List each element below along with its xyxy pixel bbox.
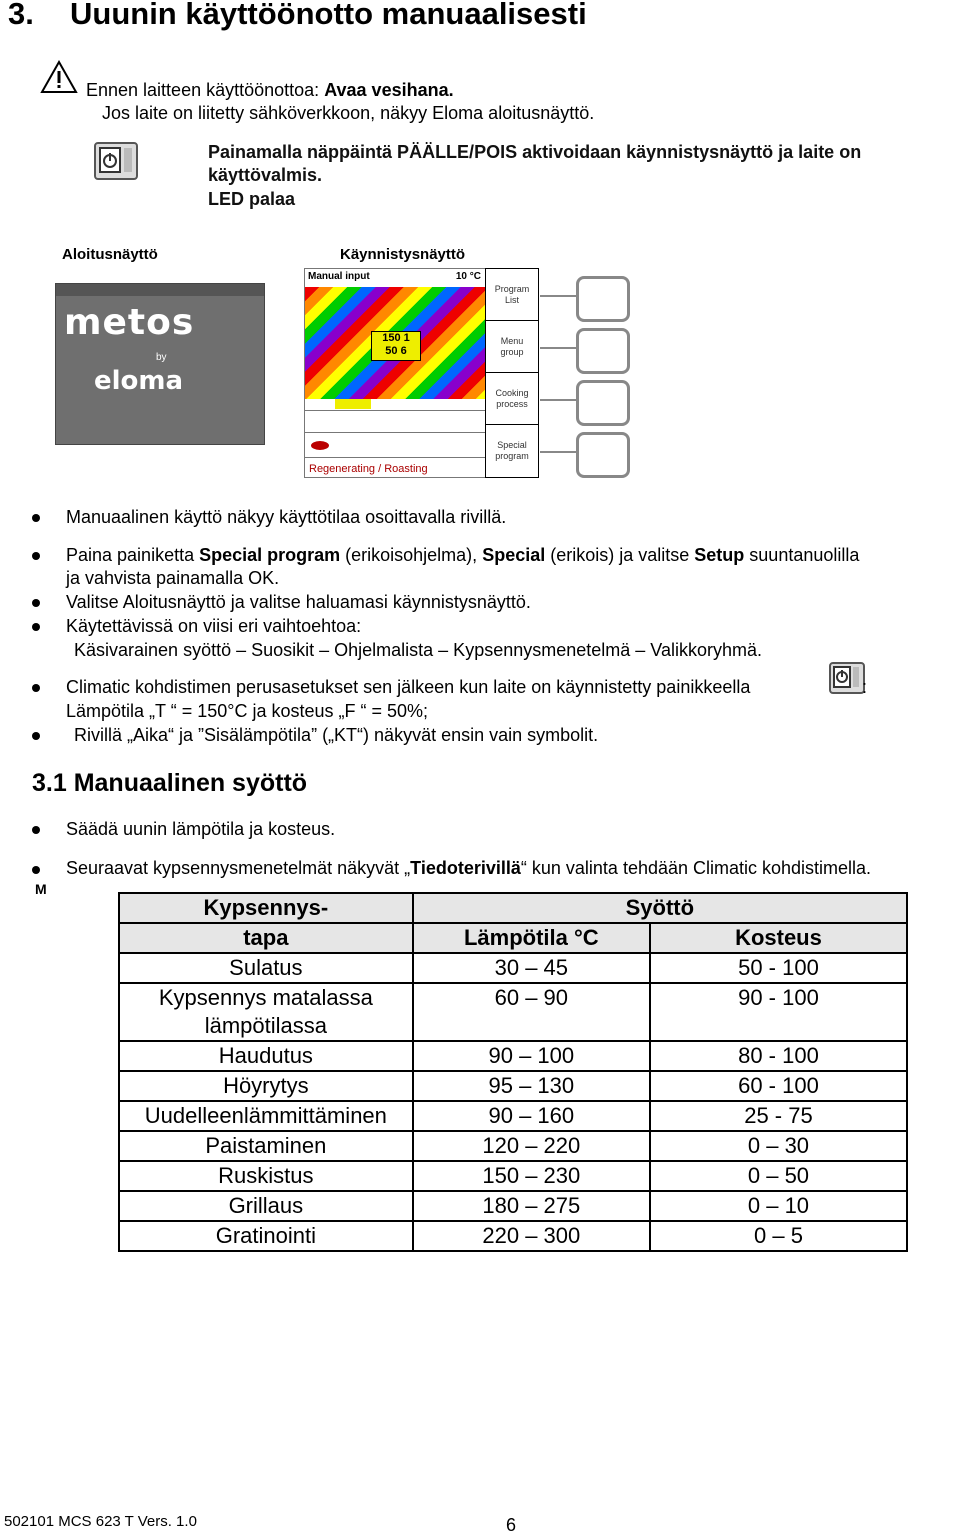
power-note-line-1: Painamalla näppäintä PÄÄLLE/POIS aktivoidaan käynnistysnäyttö ja laite on [208,142,862,162]
warning-line-1 [86,79,454,102]
temp-cell: 180 – 275 [413,1191,650,1221]
table-row [119,983,907,1041]
row-divider [305,457,485,458]
t-bold: Setup [694,545,745,565]
table-row [119,1071,907,1101]
humidity-cell: 90 - 100 [650,983,907,1041]
bullet-dot [32,826,40,834]
page-title [8,0,587,32]
btn-line: Program [494,284,530,294]
t-bold: Special program [199,545,341,565]
temp-cell: 60 – 90 [413,983,650,1041]
bullet-dot [32,514,40,522]
main-screen-temp: 10 °C [455,271,481,282]
t: suuntanuolilla [744,545,860,565]
humidity-cell: 0 – 5 [650,1221,907,1251]
t: Seuraavat kypsennysmenetelmät näkyvät „ [66,858,411,878]
warning-line-2: Jos laite on liitetty sähköverkkoon, näkyy Eloma aloitusnäyttö. [102,103,595,123]
humidity-cell: 0 – 50 [650,1161,907,1191]
table-row [119,953,907,983]
method-cell: Ruskistus [119,1161,413,1191]
btn-line: program [495,451,529,461]
table-row [119,1191,907,1221]
core-probe-icon [311,441,329,450]
btn-line: Special [497,440,527,450]
bullet-text-2-cont: ja vahvista painamalla OK. [66,568,280,588]
table-row [119,1131,907,1161]
readout-line-1: 150 1 [382,332,410,344]
eloma-logo: eloma [94,366,184,396]
cooking-methods-table [118,892,908,1252]
page-number: 6 [506,1515,517,1535]
table-header-row [119,893,907,923]
row-divider [305,410,485,411]
metos-logo: metos [64,302,195,343]
warning-prefix: Ennen laitteen käyttöönottoa: [86,80,325,100]
main-screen-label: Käynnistysnäyttö [340,246,466,263]
method-cell: Höyrytys [119,1071,413,1101]
method-cell: Paistaminen [119,1131,413,1161]
temp-cell: 150 – 230 [413,1161,650,1191]
setpoint-readout [371,331,421,361]
bullet-text-3: Valitse Aloitusnäyttö ja valitse haluamasi käynnistysnäyttö. [66,592,531,612]
hardware-key-4[interactable] [576,432,630,478]
temp-cell: 95 – 130 [413,1071,650,1101]
bullet-dot [32,623,40,631]
key-lead [540,295,578,297]
t: (erikois) ja valitse [545,545,695,565]
cooking-process-label [495,388,528,410]
start-screen-label: Aloitusnäyttö [62,246,158,263]
hardware-key-3[interactable] [576,380,630,426]
bullet-dot [32,599,40,607]
warning-bold: Avaa vesihana. [324,80,454,100]
temp-cell: 90 – 160 [413,1101,650,1131]
footer-doc-id: 502101 MCS 623 T Vers. 1.0 [4,1513,197,1530]
table-row [119,1161,907,1191]
main-screen-title: Manual input [308,271,370,282]
t-bold: Tiedoterivillä [410,858,521,878]
bullet-text-5-cont: Lämpötila „T “ = 150°C ja kosteus „F “ = 50%; [66,701,429,721]
readout-line-2: 50 6 [385,345,407,357]
special-program-label [495,440,529,462]
bullet-text-4-cont: Käsivarainen syöttö – Suosikit – Ohjelmalista – Kypsennysmenetelmä – Valikkoryhmä. [74,640,762,660]
temp-cell: 220 – 300 [413,1221,650,1251]
table-row [119,1041,907,1071]
t: “ kun valinta tehdään Climatic kohdistimella. [520,858,872,878]
section-bullet-2 [66,857,871,880]
menu-group-label [500,336,523,358]
temp-cell: 30 – 45 [413,953,650,983]
bullet-text-5: Climatic kohdistimen perusasetukset sen jälkeen kun laite on käynnistetty painikkeella [66,677,751,697]
power-key-icon-inline [829,662,865,694]
humidity-cell: 0 – 30 [650,1131,907,1161]
method-cell: Haudutus [119,1041,413,1071]
hardware-key-2[interactable] [576,328,630,374]
humidity-cell: 80 - 100 [650,1041,907,1071]
section-heading-3-1: 3.1 Manuaalinen syöttö [32,769,308,797]
t: (erikoisohjelma), [340,545,483,565]
btn-line: Cooking [495,388,529,398]
bullet-text-4: Käytettävissä on viisi eri vaihtoehtoa: [66,616,362,636]
humidity-cell: 0 – 10 [650,1191,907,1221]
humidity-cell: 60 - 100 [650,1071,907,1101]
start-screen-topbar [56,284,264,296]
btn-line: List [504,295,519,305]
key-lead [540,347,578,349]
key-lead [540,399,578,401]
method-header-1: Kypsennys- [119,893,413,923]
table-row [119,1221,907,1251]
bullet-dot [32,684,40,692]
table-row [119,1101,907,1131]
bullet-dot [32,732,40,740]
start-screen-image [55,283,265,445]
section-number: 3. [8,0,34,31]
info-line: Regenerating / Roasting [309,463,428,475]
temp-cell: 120 – 220 [413,1131,650,1161]
key-lead [540,451,578,453]
logo-by: by [156,352,167,363]
table-header-row [119,923,907,953]
temperature-header: Lämpötila °C [413,923,650,953]
margin-mark: M [35,881,47,897]
bullet-text-6: Rivillä „Aika“ ja ”Sisälämpötila” („KT“) näkyvät ensin vain symbolit. [74,725,599,745]
btn-line: Menu [500,336,524,346]
bullet-dot [32,866,40,874]
method-header-2: tapa [119,923,413,953]
btn-line: group [500,347,524,357]
section-title: Uuunin käyttöönotto manuaalisesti [70,0,587,31]
special-program-button[interactable] [485,424,539,478]
cooking-process-button[interactable] [485,372,539,426]
btn-line: process [496,399,528,409]
method-cell: Sulatus [119,953,413,983]
bullet-text-5-colon: : [862,677,868,697]
menu-group-button[interactable] [485,320,539,374]
t: Paina painiketta [66,545,200,565]
program-list-button[interactable] [485,268,539,322]
hardware-key-1[interactable] [576,276,630,322]
method-cell: Gratinointi [119,1221,413,1251]
humidity-header: Kosteus [650,923,907,953]
main-screen-image [304,268,486,478]
humidity-cell: 50 - 100 [650,953,907,983]
power-note-line-3: LED palaa [208,189,296,209]
section-bullet-1: Säädä uunin lämpötila ja kosteus. [66,819,336,839]
power-symbol-icon [831,664,863,692]
method-cell: Uudelleenlämmittäminen [119,1101,413,1131]
bullet-dot [32,552,40,560]
input-group-header: Syöttö [413,893,907,923]
power-key-icon [94,142,138,180]
method-cell: Grillaus [119,1191,413,1221]
program-list-label [495,284,530,306]
power-symbol-icon [96,144,136,178]
bullet-text-2 [66,544,859,567]
bullet-text-1: Manuaalinen käyttö näkyy käyttötilaa osoittavalla rivillä. [66,507,507,527]
temp-cell: 90 – 100 [413,1041,650,1071]
method-cell: Kypsennys matalassa lämpötilassa [119,983,413,1041]
warning-icon [40,60,78,94]
humidity-cell: 25 - 75 [650,1101,907,1131]
time-field [335,399,371,409]
row-divider [305,432,485,433]
t-bold: Special [482,545,546,565]
power-note-line-2: käyttövalmis. [208,165,323,185]
